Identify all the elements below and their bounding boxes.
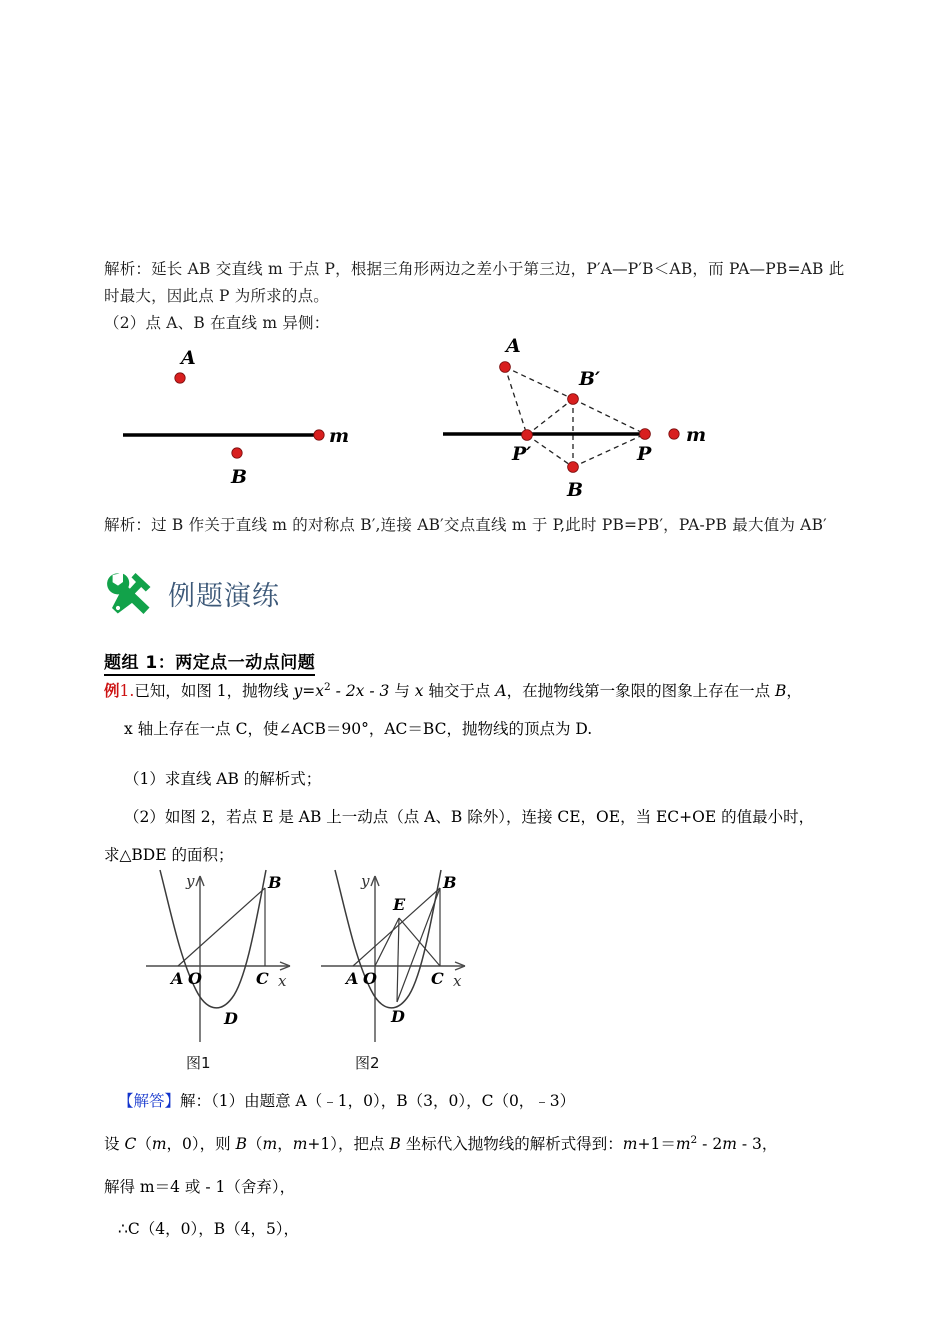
segment-a-to-bprime <box>505 367 573 399</box>
fig2-axis-x-label: x <box>453 972 462 990</box>
fig1-label-d: D <box>224 1009 238 1028</box>
point-b-dot-left <box>232 448 242 458</box>
figure-1-caption: 图1 <box>186 1054 211 1072</box>
figure-1-svg <box>144 862 324 1052</box>
figure-left-svg <box>104 336 384 496</box>
example-question-2a: （2）如图 2，若点 E 是 AB 上一动点（点 A、B 除外），连接 CE，OE，当 EC+OE 的值最小时， <box>124 808 815 826</box>
example-number: 1. <box>119 682 135 700</box>
segment-bprime-to-p <box>573 399 645 434</box>
example-stem-c: 轴交于点 <box>423 682 496 700</box>
sol2-h: +1＝ <box>637 1135 676 1153</box>
segment-pprime-to-b <box>527 435 573 467</box>
example-stem-d: ，在抛物线第一象限的图象上存在一点 <box>506 682 775 700</box>
fig2-label-b: B <box>443 873 457 892</box>
sol2-f: +1），把点 <box>307 1135 390 1153</box>
fig2-label-c: C <box>431 969 444 988</box>
sol2-j: - 3， <box>736 1135 778 1153</box>
example-stem-line-2: x 轴上存在一点 C，使∠ACB＝90°，AC＝BC，抛物线的顶点为 D. <box>124 720 593 738</box>
solution-line-1 <box>118 1090 575 1112</box>
sol2-m2: m <box>262 1135 278 1153</box>
example-equation: y=x <box>293 682 325 700</box>
segment-pprime-to-bprime <box>527 399 573 435</box>
example-stem-a: 已知，如图 1，抛物线 <box>134 682 294 700</box>
sol2-i: - 2 <box>697 1135 723 1153</box>
sol2-cc: ，0），则 <box>166 1135 236 1153</box>
point-pprime-dot <box>522 430 533 441</box>
fig1-label-a: A <box>171 969 184 988</box>
fig2-label-a: A <box>346 969 359 988</box>
figure-2-svg <box>319 862 499 1052</box>
example-equation-rest: - 2x - 3 <box>330 682 390 700</box>
fig1-label-b: B <box>268 873 282 892</box>
sol2-m5: m <box>675 1135 691 1153</box>
solution-line-2 <box>104 1133 777 1155</box>
analysis-1-line-3: （2）点 A、B 在直线 m 异侧： <box>104 314 330 332</box>
point-bprime-dot <box>568 394 579 405</box>
point-p-dot <box>640 429 651 440</box>
sol2-a: 设 <box>104 1135 125 1153</box>
point-m-end-dot-left <box>314 430 324 440</box>
point-b-label-right: B <box>567 479 584 501</box>
example-stem-point-b: B <box>775 682 787 700</box>
fig1-axis-x-label: x <box>278 972 287 990</box>
fig1-chord-ab <box>178 888 265 966</box>
figure-left-ab-line-m <box>104 336 384 496</box>
point-bprime-label: B′ <box>579 368 601 390</box>
wrench-hammer-icon-svg <box>104 570 156 616</box>
section-heading <box>104 570 280 616</box>
sol2-b: （ <box>136 1135 152 1153</box>
point-a-label-right: A <box>506 335 521 357</box>
fig2-label-o: O <box>363 969 377 988</box>
fig2-axis-y-label: y <box>361 872 370 890</box>
analysis-paragraph-2 <box>104 512 864 539</box>
line-m-label-left: m <box>329 425 350 447</box>
example-stem-point-a: A <box>495 682 507 700</box>
solution-line-1-text: 解：（1）由题意 A（﹣1，0），B（3，0），C（0，﹣3） <box>180 1092 576 1110</box>
fig2-label-e: E <box>393 895 406 914</box>
point-pprime-label: P′ <box>512 443 532 465</box>
sol2-d: （ <box>246 1135 263 1153</box>
sol2-c: C <box>124 1135 137 1153</box>
example-stem-b: 与 <box>389 682 415 700</box>
point-p-label: P <box>637 443 652 465</box>
fig2-label-d: D <box>391 1007 405 1026</box>
wrench-hammer-icon <box>104 570 156 616</box>
line-m-label-right: m <box>686 424 707 446</box>
group-heading: 题组 1：两定点一动点问题 <box>104 648 315 676</box>
example-stem-e: ， <box>786 682 802 700</box>
sol2-bpt: B <box>235 1135 247 1153</box>
point-a-label-left: A <box>181 347 196 369</box>
figure-right-reflection <box>424 330 724 500</box>
solution-tag: 【解答】 <box>118 1092 181 1110</box>
sol2-g: 坐标代入抛物线的解析式得到： <box>400 1135 623 1153</box>
sol2-m3: m <box>292 1135 308 1153</box>
example-question-2b: 求△BDE 的面积； <box>104 846 234 864</box>
point-a-dot-right <box>500 362 511 373</box>
sol2-e: ， <box>277 1135 293 1153</box>
point-b-label-left: B <box>231 466 248 488</box>
analysis-1-line-1: 解析：延长 AB 交直线 m 于点 P，根据三角形两边之差小于第三边，P′A—P′B＜AB，而 PA—PB=AB 此 <box>104 260 845 278</box>
sol2-m4: m <box>622 1135 638 1153</box>
example-marker: 例 <box>104 682 120 700</box>
solution-line-3: 解得 m＝4 或 - 1（舍弃）， <box>104 1178 296 1196</box>
example-stem-line-1 <box>104 680 802 702</box>
fig2-segment-eo <box>375 918 399 966</box>
figure-2-caption: 图2 <box>355 1054 380 1072</box>
section-title: 例题演练 <box>168 580 280 612</box>
segment-b-to-p <box>573 434 645 467</box>
solution-line-4: ∴C（4，0），B（4，5）， <box>118 1220 300 1238</box>
point-b-dot-right <box>568 462 579 473</box>
example-equation-exponent: 2 <box>324 680 331 693</box>
fig1-axis-y-label: y <box>186 872 195 890</box>
fig1-label-c: C <box>256 969 269 988</box>
analysis-paragraph-1 <box>104 256 848 337</box>
sol2-m6: m <box>722 1135 737 1153</box>
figure-right-svg <box>424 330 724 500</box>
segment-a-to-pprime <box>505 367 527 435</box>
analysis-2-line-1: 解析：过 B 作关于直线 m 的对称点 B′,连接 AB′交点直线 m 于 P,此时 PB=PB′，PA-PB 最大值为 AB′ <box>104 516 827 534</box>
example-question-1: （1）求直线 AB 的解析式； <box>124 770 322 788</box>
sol2-b2: B <box>389 1135 401 1153</box>
point-m-end-dot-right <box>669 429 679 439</box>
example-stem-x: x <box>414 682 424 700</box>
point-a-dot-left <box>175 373 185 383</box>
figure-1-graph <box>144 862 324 1052</box>
fig2-segment-ed <box>397 918 399 1002</box>
sol2-m1: m <box>151 1135 167 1153</box>
figure-2-graph <box>319 862 499 1052</box>
fig1-label-o: O <box>188 969 202 988</box>
sol2-sup: 2 <box>690 1133 698 1146</box>
analysis-1-line-2: 时最大，因此点 P 为所求的点。 <box>104 287 329 305</box>
